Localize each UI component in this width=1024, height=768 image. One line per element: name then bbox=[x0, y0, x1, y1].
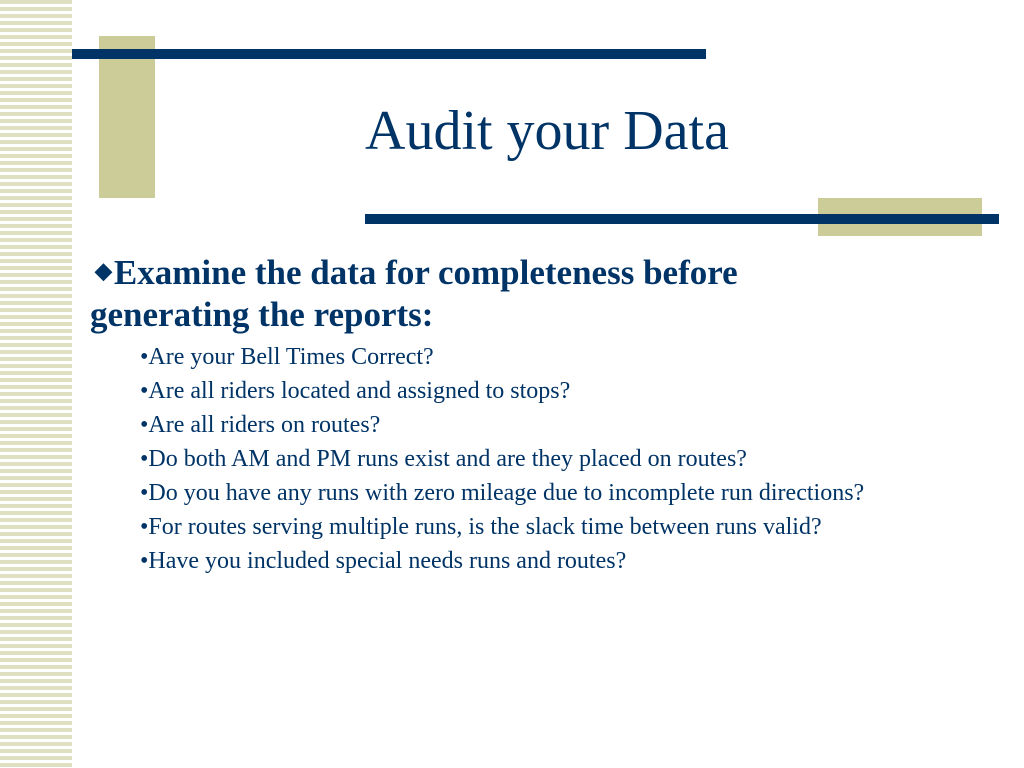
checklist-item: •Do you have any runs with zero mileage due to incomplete run directions? bbox=[140, 480, 865, 506]
top-accent-bar bbox=[72, 49, 706, 59]
main-bullet-point bbox=[90, 250, 850, 336]
checklist-item: •Are all riders on routes? bbox=[140, 412, 381, 438]
title-underline-bar bbox=[365, 214, 999, 224]
checklist-item: •Are your Bell Times Correct? bbox=[140, 344, 434, 370]
diamond-bullet-icon: ◆ bbox=[95, 258, 112, 283]
main-bullet-text: Examine the data for completeness before generating the reports: bbox=[90, 253, 738, 334]
checklist-item: •For routes serving multiple runs, is the slack time between runs valid? bbox=[140, 514, 822, 540]
checklist-item: •Have you included special needs runs and routes? bbox=[140, 548, 627, 574]
checklist-item: •Do both AM and PM runs exist and are they placed on routes? bbox=[140, 446, 747, 472]
top-left-accent-block bbox=[99, 36, 155, 198]
left-stripe-decoration bbox=[0, 0, 72, 768]
checklist-item: •Are all riders located and assigned to stops? bbox=[140, 378, 571, 404]
slide-body bbox=[90, 250, 990, 578]
checklist bbox=[140, 340, 960, 578]
slide-title: Audit your Data bbox=[365, 100, 729, 162]
